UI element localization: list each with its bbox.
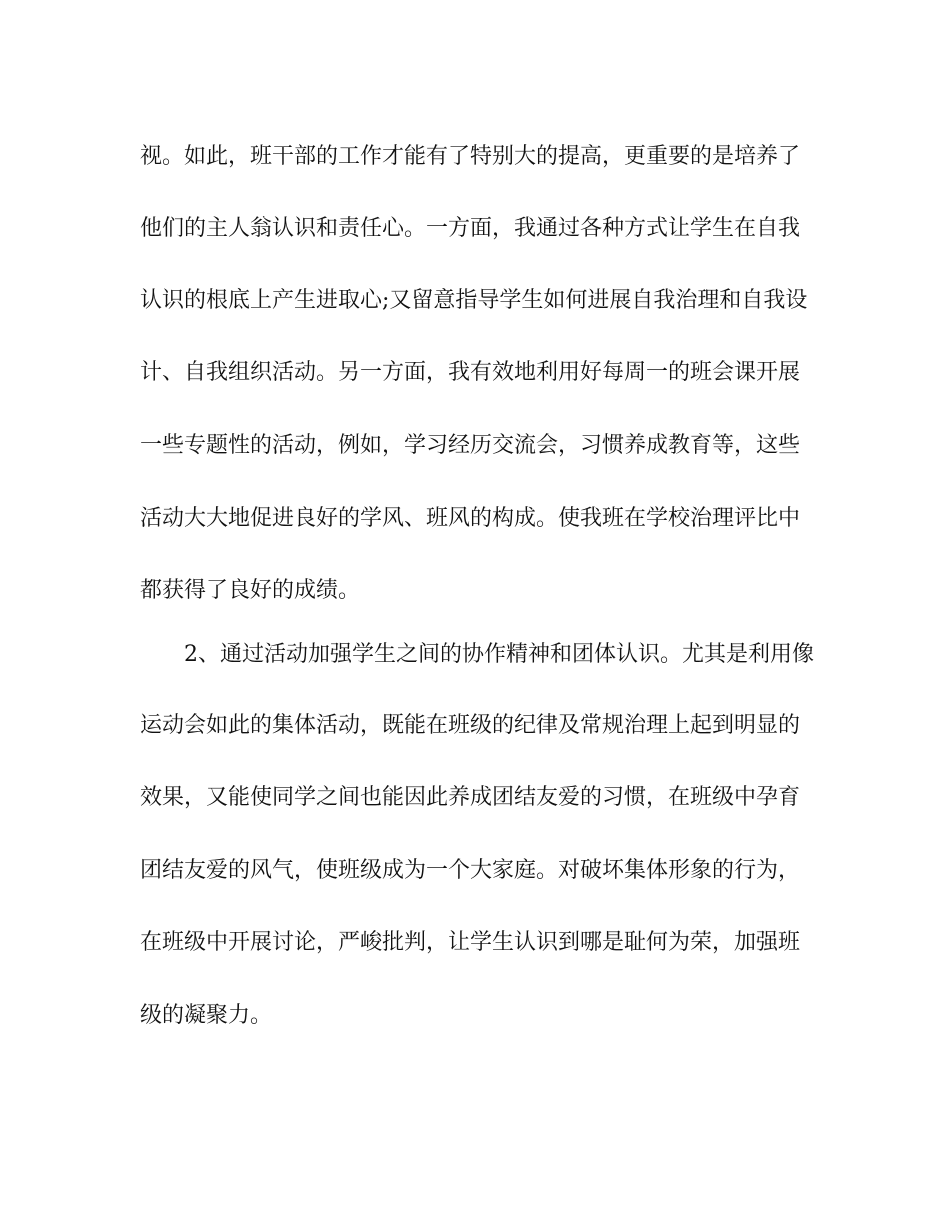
paragraph-2-line-5: 在班级中开展讨论，严峻批判，让学生认识到哪是耻何为荣，加强班 xyxy=(140,930,801,955)
paragraph-1-line-7: 都获得了良好的成绩。 xyxy=(140,578,361,603)
paragraph-2-line-3: 效果，又能使同学之间也能因此养成团结友爱的习惯，在班级中孕育 xyxy=(140,785,801,810)
paragraph-2-line-4: 团结友爱的风气，使班级成为一个大家庭。对破坏集体形象的行为， xyxy=(140,858,801,883)
paragraph-1-line-5: 一些专题性的活动，例如，学习经历交流会，习惯养成教育等，这些 xyxy=(140,433,801,458)
paragraph-2-line-1: 2、通过活动加强学生之间的协作精神和团体认识。尤其是利用像 xyxy=(184,642,814,667)
paragraph-1-line-2: 他们的主人翁认识和责任心。一方面，我通过各种方式让学生在自我 xyxy=(140,216,801,241)
paragraph-1-line-3: 认识的根底上产生进取心;又留意指导学生如何进展自我治理和自我设 xyxy=(140,288,808,313)
paragraph-1-line-4: 计、自我组织活动。另一方面，我有效地利用好每周一的班会课开展 xyxy=(140,360,801,385)
paragraph-2-line-6: 级的凝聚力。 xyxy=(140,1003,273,1028)
paragraph-1-line-6: 活动大大地促进良好的学风、班风的构成。使我班在学校治理评比中 xyxy=(140,506,801,531)
paragraph-2-line-2: 运动会如此的集体活动，既能在班级的纪律及常规治理上起到明显的 xyxy=(140,713,801,738)
paragraph-1-line-1: 视。如此，班干部的工作才能有了特别大的提高，更重要的是培养了 xyxy=(140,144,801,169)
